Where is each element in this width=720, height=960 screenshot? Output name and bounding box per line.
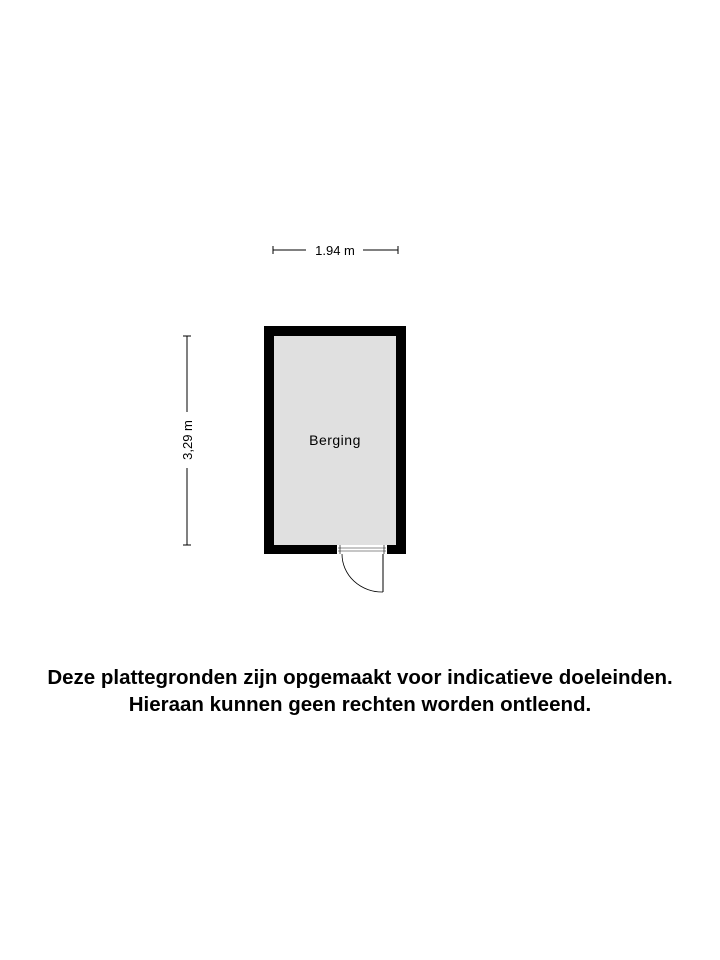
height-dimension-label: 3,29 m [180, 420, 195, 460]
door [337, 545, 387, 592]
room-label: Berging [309, 432, 361, 448]
disclaimer-line-2: Hieraan kunnen geen rechten worden ontleend. [128, 693, 592, 716]
width-dimension-label: 1.94 m [315, 243, 355, 258]
disclaimer-line-1: Deze plattegronden zijn opgemaakt voor indicatieve doeleinden. [47, 666, 673, 689]
disclaimer [0, 664, 720, 718]
